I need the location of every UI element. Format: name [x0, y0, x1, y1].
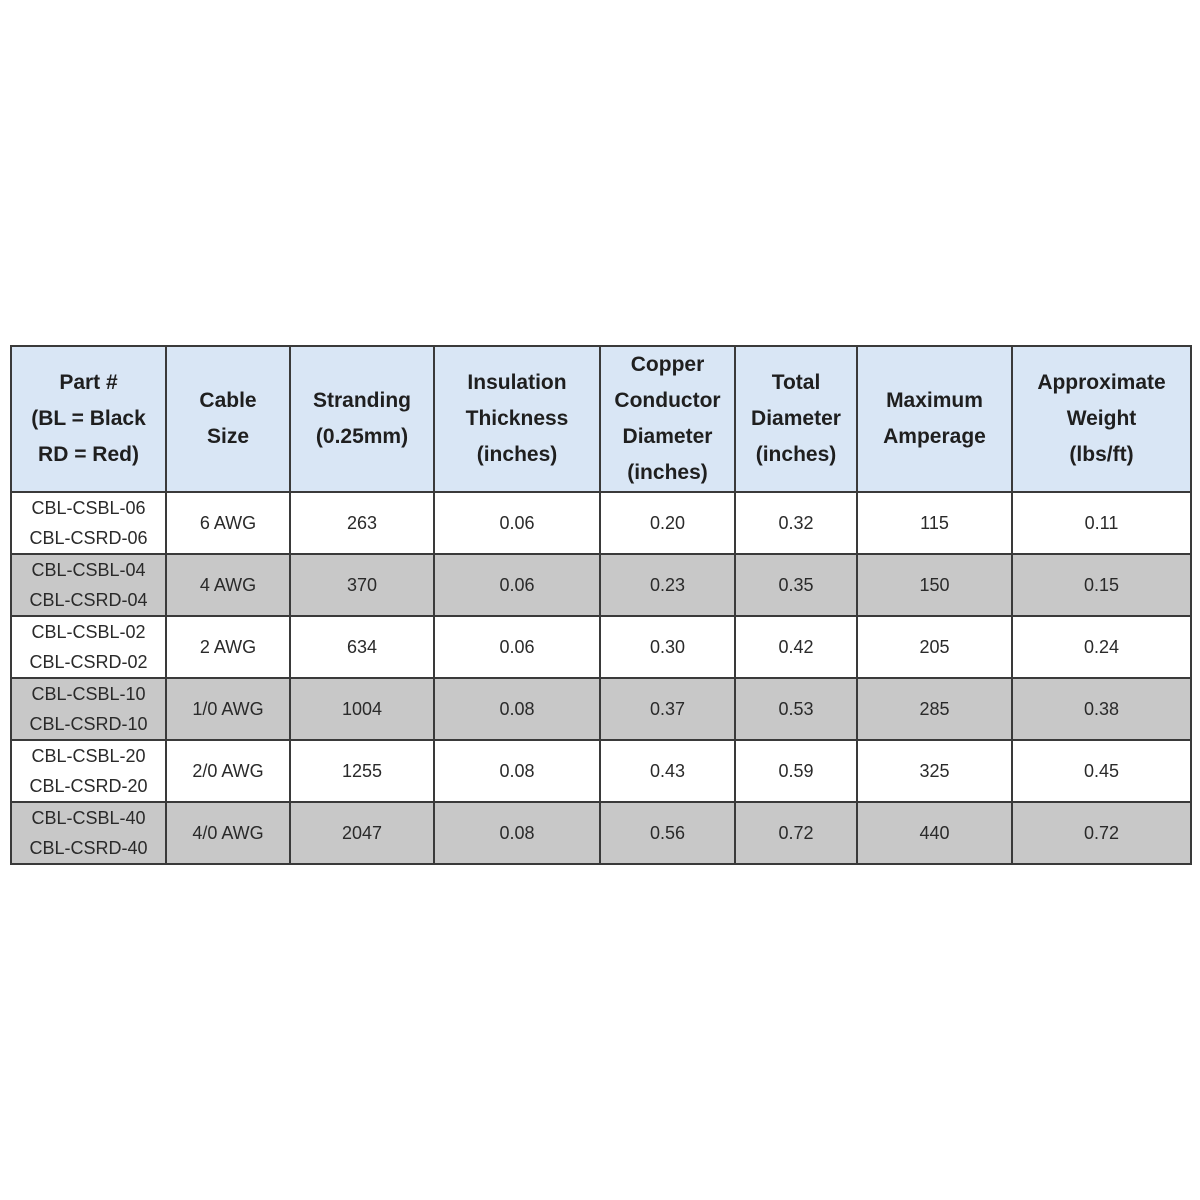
amperage-cell: 325	[857, 740, 1012, 802]
conductor-diameter-cell: 0.56	[600, 802, 735, 864]
table-row	[11, 554, 1191, 616]
header-insulation-thickness	[434, 346, 600, 492]
table-header	[11, 346, 1191, 492]
insulation-cell: 0.08	[434, 678, 600, 740]
stranding-cell: 263	[290, 492, 434, 554]
total-diameter-cell: 0.72	[735, 802, 857, 864]
amperage-cell: 440	[857, 802, 1012, 864]
table-row	[11, 616, 1191, 678]
amperage-cell: 150	[857, 554, 1012, 616]
header-line: Diameter	[751, 407, 841, 430]
amperage-cell: 285	[857, 678, 1012, 740]
part-number-red: CBL-CSRD-04	[29, 590, 148, 610]
weight-cell: 0.15	[1012, 554, 1191, 616]
insulation-cell: 0.08	[434, 740, 600, 802]
cable-size-cell: 2 AWG	[166, 616, 290, 678]
header-line: Amperage	[883, 425, 986, 448]
header-line: Approximate	[1037, 371, 1166, 394]
stranding-cell: 1255	[290, 740, 434, 802]
part-number-cell	[11, 802, 166, 864]
header-total-diameter	[735, 346, 857, 492]
header-line: (inches)	[476, 443, 558, 466]
header-approximate-weight	[1012, 346, 1191, 492]
header-line: Diameter	[622, 425, 713, 448]
part-number-cell	[11, 616, 166, 678]
part-number-black: CBL-CSBL-04	[31, 560, 146, 580]
header-line: Total	[771, 371, 821, 394]
weight-cell: 0.38	[1012, 678, 1191, 740]
header-cable-size	[166, 346, 290, 492]
header-line: (0.25mm)	[315, 425, 409, 448]
conductor-diameter-cell: 0.23	[600, 554, 735, 616]
header-conductor-diameter	[600, 346, 735, 492]
part-number-red: CBL-CSRD-06	[29, 528, 148, 548]
weight-cell: 0.45	[1012, 740, 1191, 802]
part-number-red: CBL-CSRD-20	[29, 776, 148, 796]
insulation-cell: 0.08	[434, 802, 600, 864]
cable-size-cell: 4/0 AWG	[166, 802, 290, 864]
part-number-cell	[11, 740, 166, 802]
header-line: RD = Red)	[38, 443, 139, 466]
insulation-cell: 0.06	[434, 554, 600, 616]
header-line: (inches)	[755, 443, 837, 466]
stranding-cell: 634	[290, 616, 434, 678]
amperage-cell: 115	[857, 492, 1012, 554]
header-line: Weight	[1066, 407, 1137, 430]
conductor-diameter-cell: 0.43	[600, 740, 735, 802]
stranding-cell: 1004	[290, 678, 434, 740]
header-line: Conductor	[614, 389, 721, 412]
cable-size-cell: 4 AWG	[166, 554, 290, 616]
part-number-cell	[11, 492, 166, 554]
part-number-cell	[11, 678, 166, 740]
header-maximum-amperage	[857, 346, 1012, 492]
amperage-cell: 205	[857, 616, 1012, 678]
header-line: Cable	[199, 389, 257, 412]
part-number-red: CBL-CSRD-10	[29, 714, 148, 734]
part-number-red: CBL-CSRD-40	[29, 838, 148, 858]
part-number-red: CBL-CSRD-02	[29, 652, 148, 672]
header-part-number	[11, 346, 166, 492]
weight-cell: 0.11	[1012, 492, 1191, 554]
conductor-diameter-cell: 0.20	[600, 492, 735, 554]
cable-size-cell: 6 AWG	[166, 492, 290, 554]
table-row	[11, 492, 1191, 554]
total-diameter-cell: 0.35	[735, 554, 857, 616]
stranding-cell: 2047	[290, 802, 434, 864]
header-line: Part #	[59, 371, 118, 394]
total-diameter-cell: 0.53	[735, 678, 857, 740]
header-line: Maximum	[886, 389, 983, 412]
total-diameter-cell: 0.32	[735, 492, 857, 554]
weight-cell: 0.24	[1012, 616, 1191, 678]
part-number-black: CBL-CSBL-20	[31, 746, 146, 766]
total-diameter-cell: 0.59	[735, 740, 857, 802]
part-number-black: CBL-CSBL-02	[31, 622, 146, 642]
part-number-black: CBL-CSBL-40	[31, 808, 146, 828]
header-line: Insulation	[467, 371, 567, 394]
table-row	[11, 678, 1191, 740]
conductor-diameter-cell: 0.30	[600, 616, 735, 678]
cable-spec-table	[10, 345, 1192, 865]
header-line: Copper	[630, 353, 705, 376]
weight-cell: 0.72	[1012, 802, 1191, 864]
part-number-black: CBL-CSBL-10	[31, 684, 146, 704]
header-row	[11, 346, 1191, 492]
cable-size-cell: 2/0 AWG	[166, 740, 290, 802]
table-row	[11, 740, 1191, 802]
stranding-cell: 370	[290, 554, 434, 616]
header-line: Size	[206, 425, 250, 448]
table-body	[11, 492, 1191, 864]
insulation-cell: 0.06	[434, 492, 600, 554]
table-row	[11, 802, 1191, 864]
header-line: Stranding	[313, 389, 411, 412]
header-line: (lbs/ft)	[1069, 443, 1134, 466]
total-diameter-cell: 0.42	[735, 616, 857, 678]
part-number-black: CBL-CSBL-06	[31, 498, 146, 518]
header-line: (inches)	[627, 461, 708, 484]
header-line: Thickness	[465, 407, 569, 430]
part-number-cell	[11, 554, 166, 616]
conductor-diameter-cell: 0.37	[600, 678, 735, 740]
insulation-cell: 0.06	[434, 616, 600, 678]
header-stranding	[290, 346, 434, 492]
header-line: (BL = Black	[31, 407, 146, 430]
cable-size-cell: 1/0 AWG	[166, 678, 290, 740]
